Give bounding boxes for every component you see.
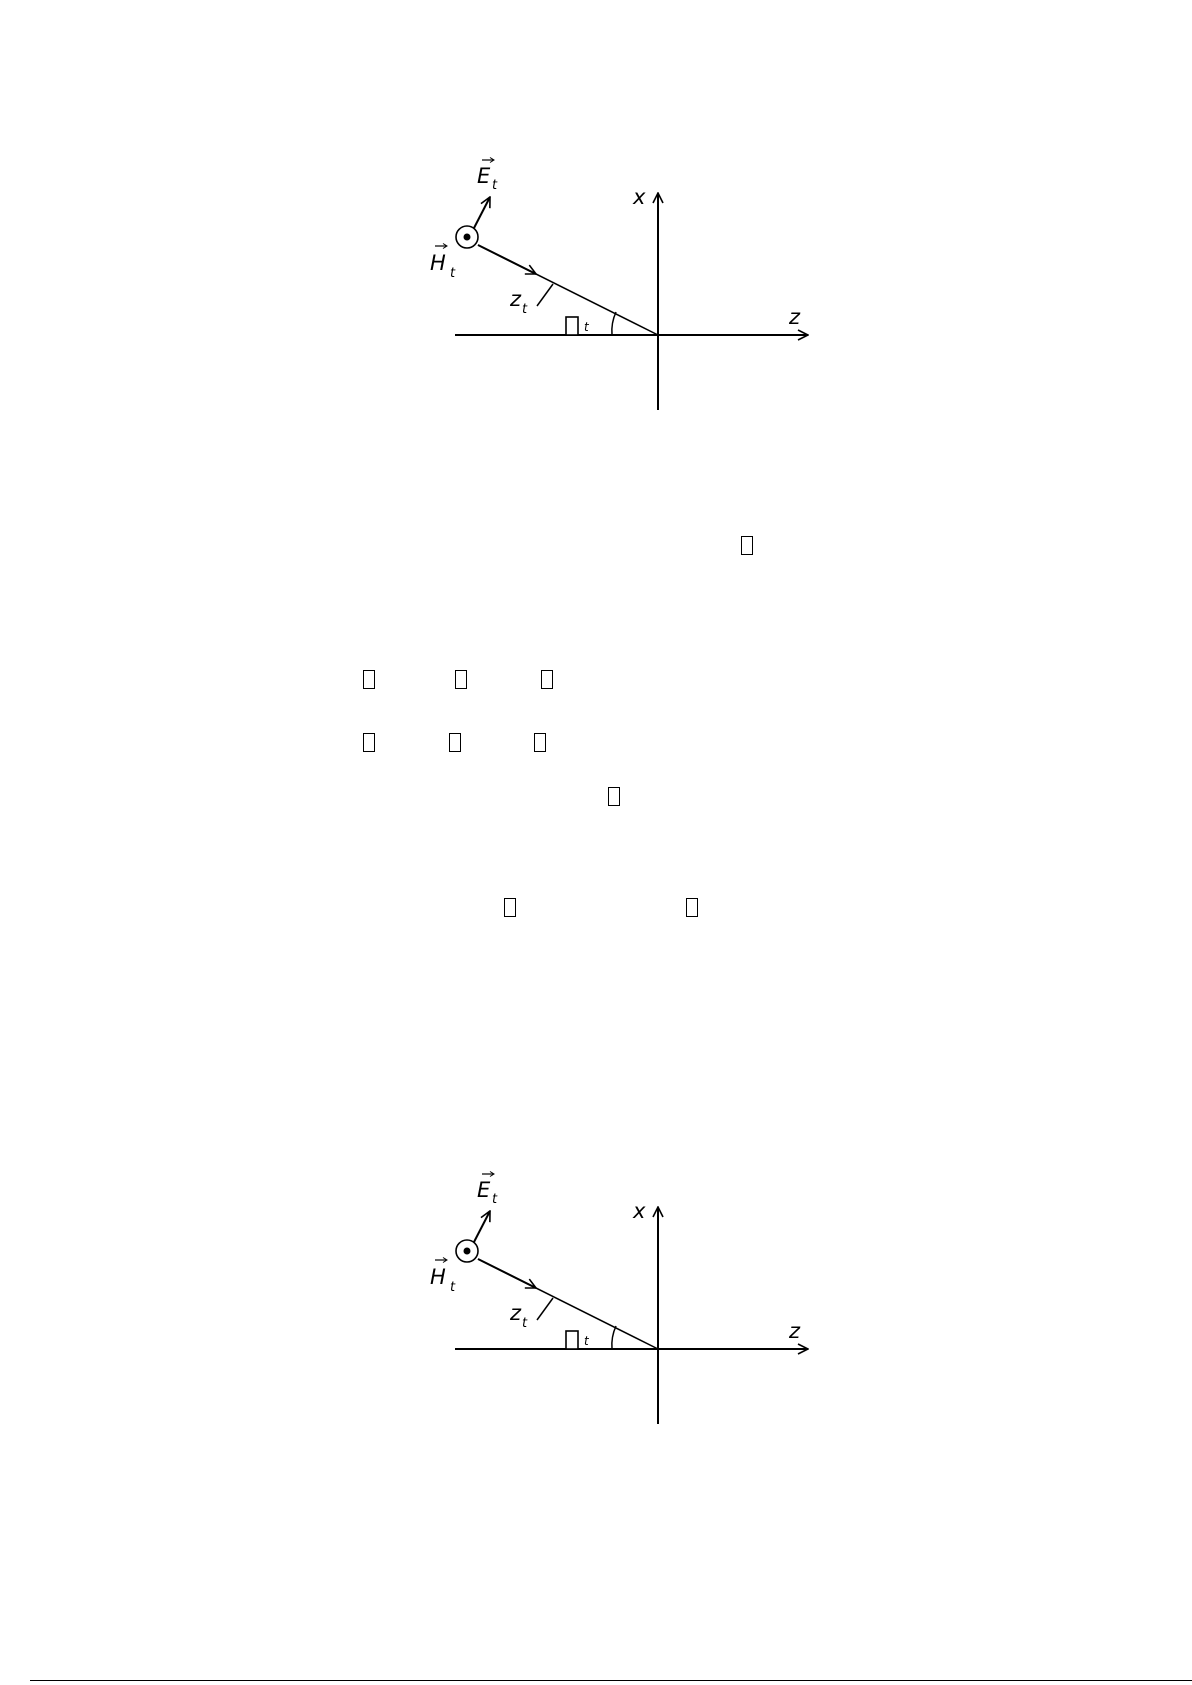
zt-subscript: t	[522, 302, 528, 317]
figure-2	[0, 1014, 1192, 1348]
missing-glyph-6	[449, 733, 461, 752]
out-of-page-dot	[464, 234, 471, 241]
missing-glyph-10	[686, 898, 698, 917]
h-vector-arrow	[478, 1259, 536, 1288]
missing-glyph-4	[541, 670, 553, 689]
h-field-subscript: t	[450, 1280, 456, 1295]
angle-glyph-box	[566, 1331, 578, 1349]
z-axis-label: z	[789, 305, 801, 329]
h-field-label: H	[430, 251, 446, 275]
x-axis-label: x	[633, 185, 646, 209]
e-field-label: E	[477, 1178, 491, 1202]
e-vector-arrow	[474, 1211, 490, 1242]
e-field-subscript: t	[492, 178, 498, 193]
missing-glyph-3	[455, 670, 467, 689]
h-field-label: H	[430, 1265, 446, 1289]
zt-label: z	[510, 287, 522, 311]
angle-subscript: t	[584, 1334, 589, 1348]
coordinate-diagram-2	[0, 1014, 1192, 1434]
coordinate-diagram-1	[0, 0, 1192, 420]
missing-glyph-2	[363, 670, 375, 689]
h-field-subscript: t	[450, 266, 456, 281]
angle-subscript: t	[584, 320, 589, 334]
figure-1	[0, 0, 1192, 334]
x-axis-label: x	[633, 1199, 646, 1223]
zt-label: z	[510, 1301, 522, 1325]
angle-arc	[612, 312, 616, 335]
missing-glyph-9	[504, 898, 516, 917]
h-vector-arrow	[478, 245, 536, 274]
zt-tick	[537, 284, 553, 306]
missing-glyph-7	[534, 733, 546, 752]
z-axis-label: z	[789, 1319, 801, 1343]
angle-glyph-box	[566, 317, 578, 335]
out-of-page-dot	[464, 1248, 471, 1255]
e-field-subscript: t	[492, 1192, 498, 1207]
missing-glyph-5	[363, 733, 375, 752]
zt-tick	[537, 1298, 553, 1320]
footer-rule	[30, 1680, 1192, 1681]
missing-glyph-8	[608, 787, 620, 806]
e-field-label: E	[477, 164, 491, 188]
angle-arc	[612, 1326, 616, 1349]
zt-subscript: t	[522, 1316, 528, 1331]
e-vector-arrow	[474, 197, 490, 228]
missing-glyph-1	[741, 536, 753, 555]
